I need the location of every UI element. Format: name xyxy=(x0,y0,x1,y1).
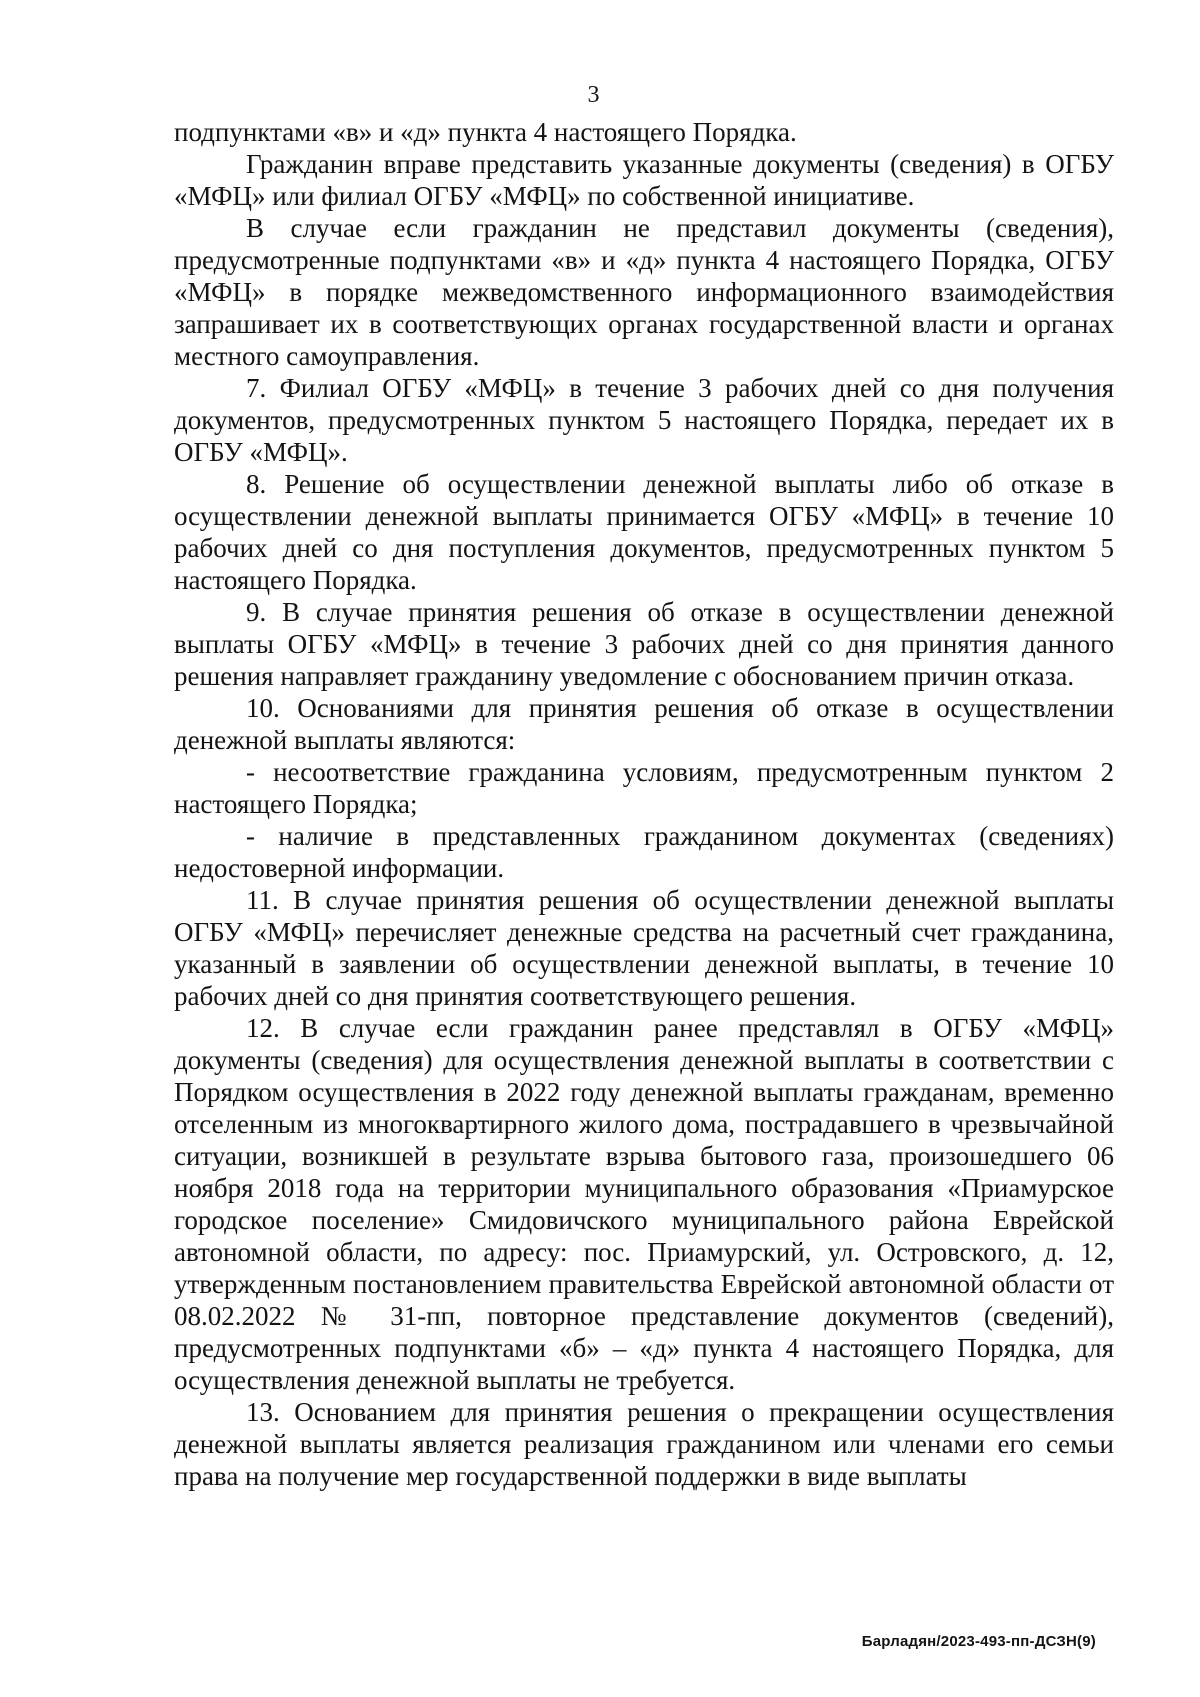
paragraph-interagency-request: В случае если гражданин не представил документы (сведения), предусмотренные подпунктами «в» и «д» пункта 4 настоящего Порядка, ОГБУ «МФЦ» в порядке межведомственного информационного взаимодействия запрашивает их в соответствующих органах государственной власти и органах местного самоуправления. xyxy=(174,213,1114,371)
paragraph-item-10: 10. Основаниями для принятия решения об отказе в осуществлении денежной выплаты являются: xyxy=(174,693,1114,755)
paragraph-item-9: 9. В случае принятия решения об отказе в осуществлении денежной выплаты ОГБУ «МФЦ» в течение 3 рабочих дней со дня принятия данного решения направляет гражданину уведомление с обоснованием причин отказа. xyxy=(174,597,1114,691)
paragraph-item-8: 8. Решение об осуществлении денежной выплаты либо об отказе в осуществлении денежной выплаты принимается ОГБУ «МФЦ» в течение 10 рабочих дней со дня поступления документов, предусмотренных пунктом 5 настоящего Порядка. xyxy=(174,469,1114,595)
paragraph-item-7: 7. Филиал ОГБУ «МФЦ» в течение 3 рабочих дней со дня получения документов, предусмотренных пунктом 5 настоящего Порядка, передает их в ОГБУ «МФЦ». xyxy=(174,373,1114,467)
paragraph-item-10-bullet-1: - несоответствие гражданина условиям, предусмотренным пунктом 2 настоящего Порядка; xyxy=(174,757,1114,819)
paragraph-own-initiative: Гражданин вправе представить указанные документы (сведения) в ОГБУ «МФЦ» или филиал ОГБУ «МФЦ» по собственной инициативе. xyxy=(174,149,1114,211)
paragraph-item-12: 12. В случае если гражданин ранее представлял в ОГБУ «МФЦ» документы (сведения) для осуществления денежной выплаты в соответствии с Порядком осуществления в 2022 году денежной выплаты гражданам, временно отселенным из многоквартирного жилого дома, пострадавшего в чрезвычайной ситуации, возникшей в результате взрыва бытового газа, произошедшего 06 ноября 2018 года на территории муниципального образования «Приамурское городское поселение» Смидовичского муниципального района Еврейской автономной области, по адресу: пос. Приамурский, ул. Островского, д. 12, утвержденным постановлением правительства Еврейской автономной области от 08.02.2022 № 31-пп, повторное представление документов (сведений), предусмотренных подпунктами «б» – «д» пункта 4 настоящего Порядка, для осуществления денежной выплаты не требуется. xyxy=(174,1013,1114,1395)
page-number: 3 xyxy=(587,82,600,108)
document-body xyxy=(174,116,1114,1492)
document-footer-code: Барладян/2023-493-пп-ДСЗН(9) xyxy=(861,1633,1096,1650)
paragraph-item-10-bullet-2: - наличие в представленных гражданином документах (сведениях) недостоверной информации. xyxy=(174,821,1114,883)
paragraph-continuation: подпунктами «в» и «д» пункта 4 настоящего Порядка. xyxy=(174,117,797,147)
paragraph-item-11: 11. В случае принятия решения об осуществлении денежной выплаты ОГБУ «МФЦ» перечисляет денежные средства на расчетный счет гражданина, указанный в заявлении об осуществлении денежной выплаты, в течение 10 рабочих дней со дня принятия соответствующего решения. xyxy=(174,885,1114,1011)
paragraph-item-13: 13. Основанием для принятия решения о прекращении осуществления денежной выплаты является реализация гражданином или членами его семьи права на получение мер государственной поддержки в виде выплаты xyxy=(174,1397,1114,1491)
